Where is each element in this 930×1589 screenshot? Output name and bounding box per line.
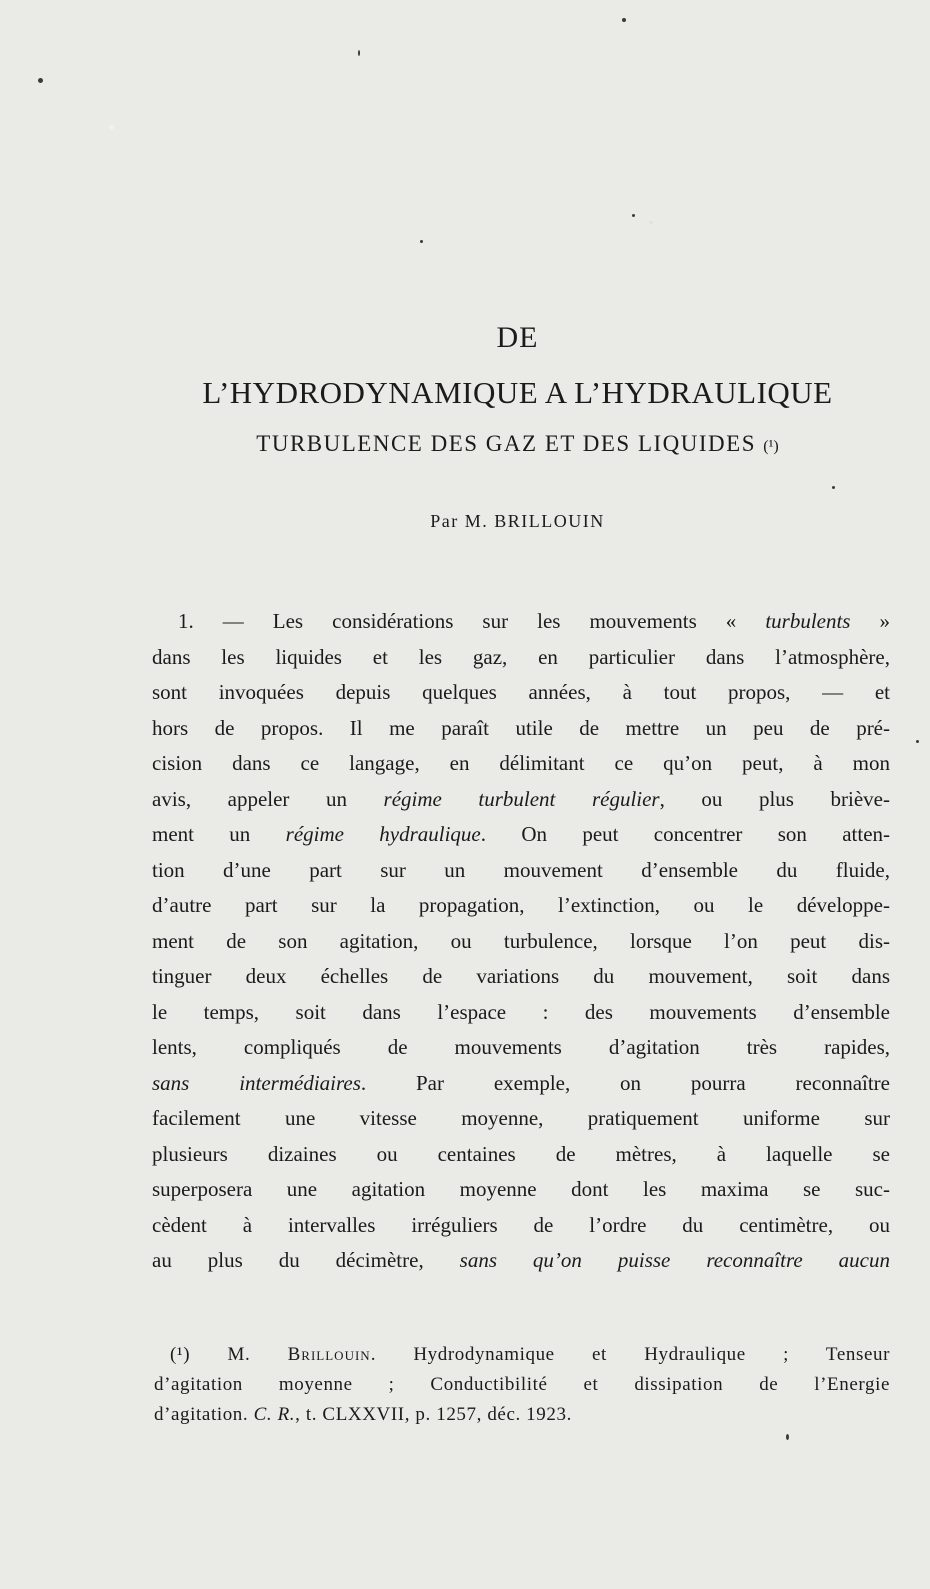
scan-speck <box>832 486 835 489</box>
body-line-16: plusieurs dizaines ou centaines de mètres, à laquelle se <box>152 1141 890 1166</box>
subtitle <box>150 428 885 463</box>
scan-speck <box>632 214 635 217</box>
footnote-line-2: d’agitation moyenne ; Conductibilité et dissipation de l’Energie <box>154 1374 890 1395</box>
title-line-2: L’HYDRODYNAMIQUE A L’HYDRAULIQUE <box>202 375 833 410</box>
scan-speck <box>622 18 626 22</box>
body-line-6: avis, appeler un régime turbulent régulier, ou plus briève- <box>152 786 890 811</box>
body-line-9: d’autre part sur la propagation, l’extinction, ou le développe- <box>152 893 890 917</box>
scan-speck <box>358 50 360 56</box>
subtitle-text: TURBULENCE DES GAZ ET DES LIQUIDES <box>256 431 756 456</box>
title-line-1: DE <box>496 321 539 354</box>
footnote-line-3: d’agitation. C. R., t. CLXXVII, p. 1257, déc. 1923. <box>154 1404 572 1425</box>
body-line-18: cèdent à intervalles irréguliers de l’ordre du centimètre, ou <box>152 1212 890 1237</box>
body-line-11: tinguer deux échelles de variations du mouvement, soit dans <box>152 964 890 988</box>
body-line-8: tion d’une part sur un mouvement d’ensemble du fluide, <box>152 857 890 882</box>
scan-speck <box>38 78 43 83</box>
author-line: Par M. BRILLOUIN <box>430 511 605 531</box>
body-line-19: au plus du décimètre, sans qu’on puisse reconnaître aucun <box>152 1248 890 1272</box>
scan-speck <box>916 740 919 743</box>
body-line-7: ment un régime hydraulique. On peut concentrer son atten- <box>152 822 890 846</box>
footnote-marker: (¹) <box>170 1344 191 1365</box>
body-line-1: 1. — Les considérations sur les mouvements « turbulents » <box>178 609 890 633</box>
body-line-10: ment de son agitation, ou turbulence, lorsque l’on peut dis- <box>152 928 890 953</box>
body-line-3: sont invoquées depuis quelques années, à tout propos, — et <box>152 680 890 704</box>
body-line-15: facilement une vitesse moyenne, pratiquement uniforme sur <box>152 1106 890 1130</box>
body-line-13: lents, compliqués de mouvements d’agitation très rapides, <box>152 1035 890 1059</box>
footnote-line-1: (¹) M. Brillouin. Hydrodynamique et Hydraulique ; Tenseur <box>170 1344 891 1365</box>
body-line-2: dans les liquides et les gaz, en particulier dans l’atmosphère, <box>152 644 890 669</box>
body-line-14: sans intermédiaires. Par exemple, on pourra reconnaître <box>152 1070 890 1095</box>
footnote-author: Brillouin <box>287 1344 371 1365</box>
footnote-journal: C. R. <box>253 1404 296 1425</box>
body-line-12: le temps, soit dans l’espace : des mouvements d’ensemble <box>152 999 890 1024</box>
body-line-4: hors de propos. Il me paraît utile de mettre un peu de pré- <box>152 715 890 740</box>
body-line-17: superposera une agitation moyenne dont les maxima se suc- <box>152 1177 890 1201</box>
footnote <box>154 1340 891 1430</box>
scan-speck <box>786 1434 789 1440</box>
subtitle-footnote-marker: (¹) <box>763 438 779 455</box>
body-paragraph <box>152 604 890 1279</box>
body-line-5: cision dans ce langage, en délimitant ce qu’on peut, à mon <box>152 751 890 775</box>
scan-speck <box>420 240 423 243</box>
